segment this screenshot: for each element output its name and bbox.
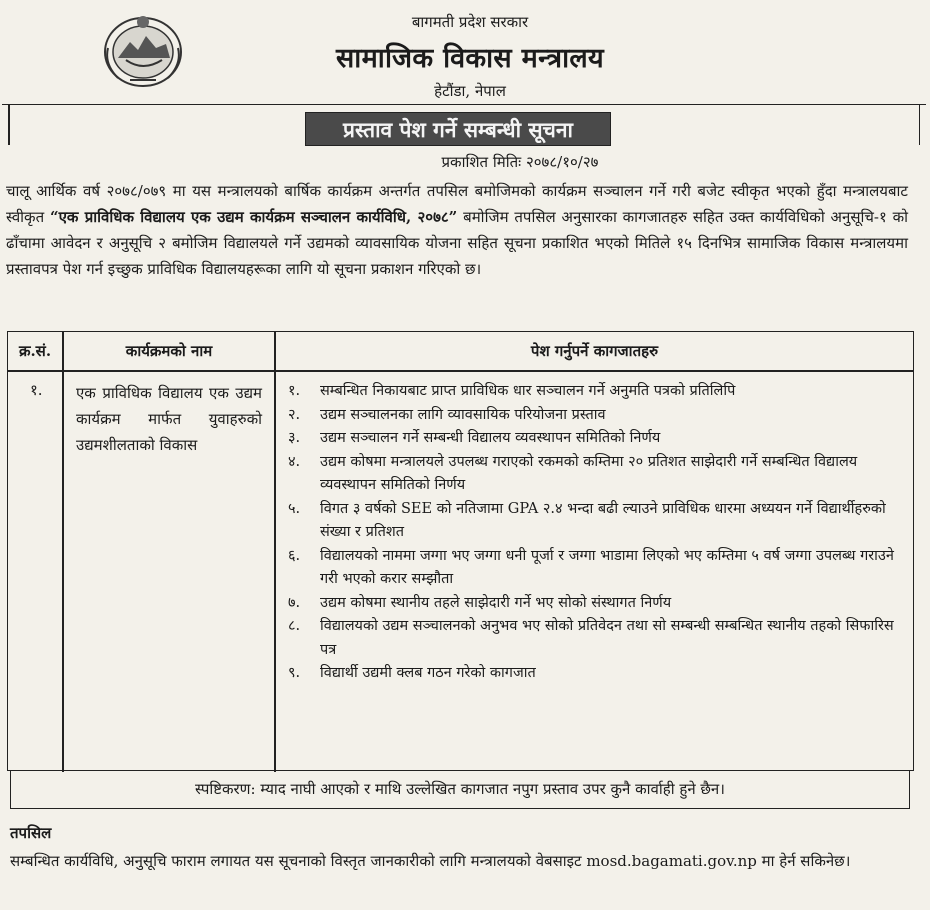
intro-text-2: बमोजिम तपसिल अनुसारका कागजातहरु सहित उक्त कार्यविधिको अनुसूचि-१ को ढाँचामा आवेदन र अनुसूचि २ बमोजिम विद्यालयले गर्ने उद्यमको व्यावसायिक योजना सहित सूचना प्रकाशित भएको मितिले १५ दिनभित्र सामाजिक विकास मन्त्रालयमा प्रस्तावपत्र पेश गर्न इच्छुक प्राविधिक विद्यालयहरूका लागि यो सूचना प्रकाशन गरिएको छ। bbox=[6, 208, 908, 278]
tapasil-title: तपसिल bbox=[10, 824, 52, 842]
clarification-text: स्पष्टिकरण: म्याद नाघी आएको र माथि उल्लेखित कागजात नपुग प्रस्ताव उपर कुनै कार्वाही हुने छैन। bbox=[10, 771, 910, 809]
program-name: एक प्राविधिक विद्यालय एक उद्यम कार्यक्रम मार्फत युवाहरुको उद्यमशीलताको विकास bbox=[76, 384, 262, 454]
published-date: प्रकाशित मितिः २०७८/१०/२७ bbox=[441, 153, 599, 171]
notice-title: प्रस्ताव पेश गर्ने सम्बन्धी सूचना bbox=[305, 112, 611, 146]
documents-list bbox=[288, 380, 900, 686]
ministry-location: हेटौंडा, नेपाल bbox=[434, 82, 506, 100]
intro-text-1: चालू आर्थिक वर्ष २०७८/०७९ मा यस मन्त्रालयको बार्षिक कार्यक्रम अन्तर्गत तपसिल बमोजिमको कार्यक्रम सञ्चालन गर्ने गरी बजेट स्वीकृत भएको हुँदा मन्त्रालयबाट स्वीकृत bbox=[6, 182, 908, 226]
ministry-name: सामाजिक विकास मन्त्रालय bbox=[336, 43, 604, 74]
list-item: ७. उद्यम कोषमा स्थानीय तहले साझेदारी गर्ने भए सोको संस्थागत निर्णय bbox=[288, 594, 672, 611]
row-sn: १. bbox=[30, 381, 43, 399]
table-divider bbox=[62, 332, 64, 772]
list-item: २. उद्यम सञ्चालनका लागि व्यावसायिक परियोजना प्रस्ताव bbox=[288, 406, 606, 423]
header-program: कार्यक्रमको नाम bbox=[125, 342, 213, 360]
province-name: बागमती प्रदेश सरकार bbox=[411, 13, 529, 31]
list-item: ५. विगत ३ वर्षको SEE को नतिजामा GPA २.४ भन्दा बढी ल्याउने प्राविधिक धारमा अध्ययन गर्ने विद्यार्थीहरुको संख्या र प्रतिशत bbox=[288, 500, 886, 540]
procedure-name: “एक प्राविधिक विद्यालय एक उद्यम कार्यक्रम सञ्चालन कार्यविधि, २०७८” bbox=[49, 208, 458, 226]
list-item: ९. विद्यार्थी उद्यमी क्लब गठन गरेको कागजात bbox=[288, 665, 536, 681]
header-documents: पेश गर्नुपर्ने कागजातहरु bbox=[530, 342, 659, 360]
tapasil-text: सम्बन्धित कार्यविधि, अनुसूचि फाराम लगायत यस सूचनाको विस्तृत जानकारीको लागि मन्त्रालयको वेबसाइट mosd.bagamati.gov.np मा हेर्न सकिनेछ। bbox=[10, 852, 851, 870]
clarification-row bbox=[0, 771, 930, 811]
documents-table bbox=[7, 331, 914, 771]
list-item: ८. विद्यालयको उद्यम सञ्चालनको अनुभव भए सोको प्रतिवेदन तथा सो सम्बन्धी सम्बन्धित स्थानीय तहको सिफारिस पत्र bbox=[288, 618, 894, 658]
table-header-divider bbox=[8, 370, 913, 372]
header-sn: क्र.सं. bbox=[18, 342, 52, 360]
table-divider bbox=[274, 332, 276, 772]
list-item: १. सम्बन्धित निकायबाट प्राप्त प्राविधिक धार सञ्चालन गर्ने अनुमति पत्रको प्रतिलिपि bbox=[288, 383, 736, 399]
list-item: ३. उद्यम सञ्चालन गर्ने सम्बन्धी विद्यालय व्यवस्थापन समितिको निर्णय bbox=[288, 430, 661, 446]
intro-paragraph bbox=[6, 178, 908, 282]
list-item: ४. उद्यम कोषमा मन्त्रालयले उपलब्ध गराएको रकमको कम्तिमा २० प्रतिशत साझेदारी गर्ने सम्बन्धित विद्यालय व्यवस्थापन समितिको निर्णय bbox=[288, 453, 858, 493]
list-item: ६. विद्यालयको नाममा जग्गा भए जग्गा धनी पूर्जा र जग्गा भाडामा लिएको भए कम्तिमा ५ वर्ष जग्गा उपलब्ध गराउने गरी भएको करार सम्झौता bbox=[288, 547, 894, 587]
